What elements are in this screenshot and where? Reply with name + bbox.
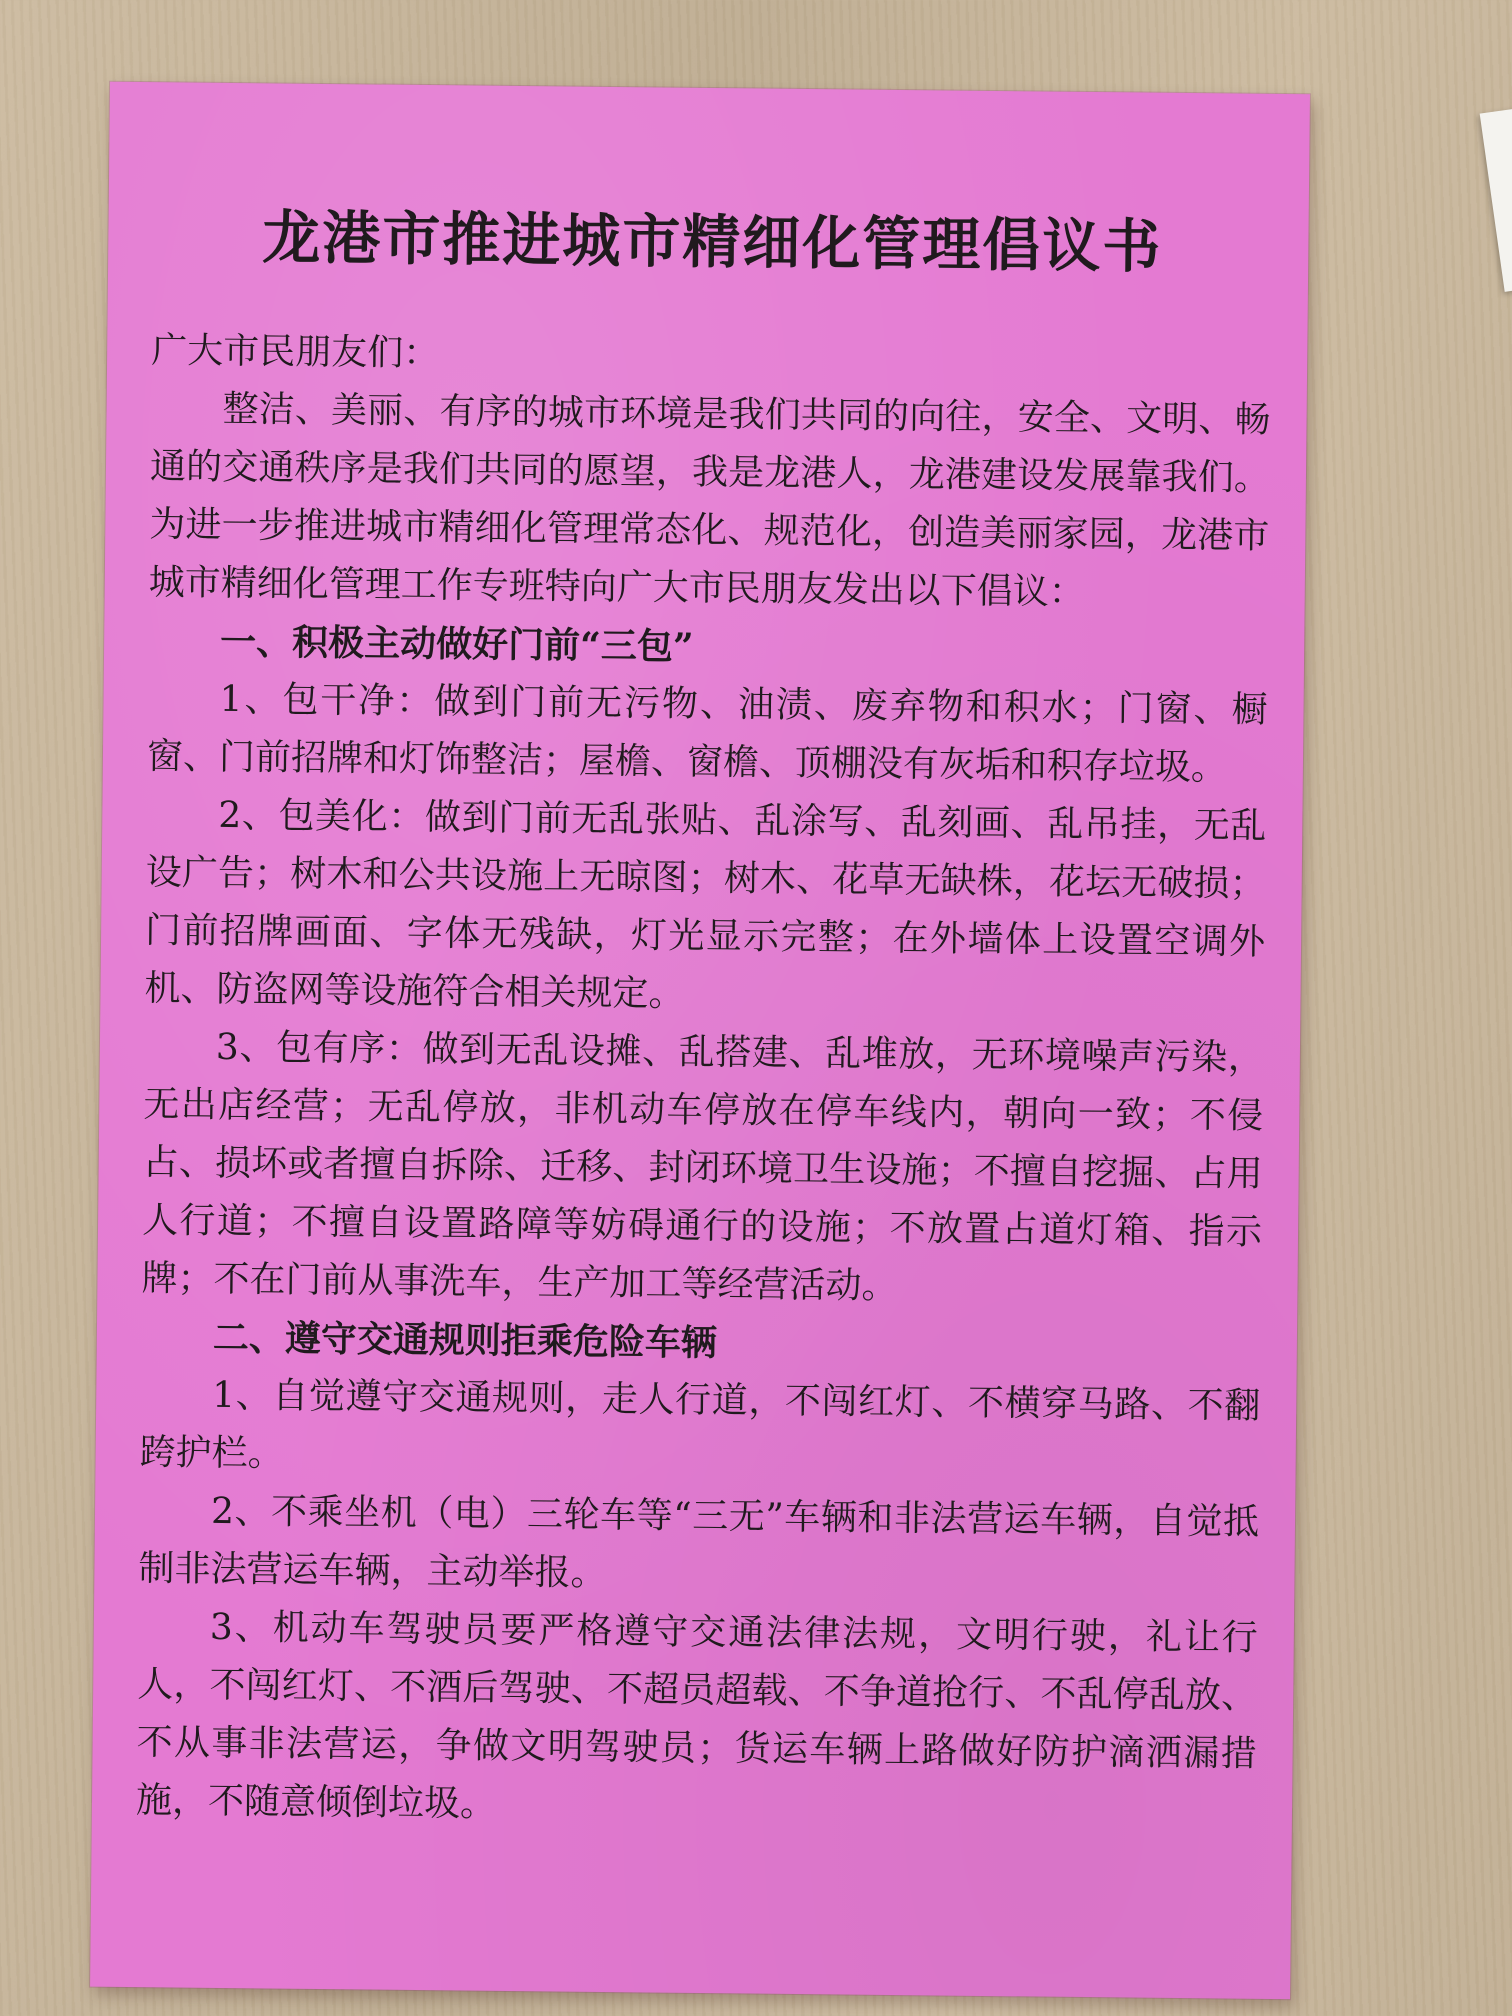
section2-item-drivers: 3、机动车驾驶员要严格遵守交通法律法规，文明行驶，礼让行人，不闯红灯、不酒后驾驶、不超员超载、不争道抢行、不乱停乱放、不从事非法营运，争做文明驾驶员；货运车辆上路做好防护滴洒漏措施，不随意倾倒垃圾。 xyxy=(135,1606,1259,1825)
document-title: 龙港市推进城市精细化管理倡议书 xyxy=(262,203,1163,281)
intro-paragraph: 整洁、美丽、有序的城市环境是我们共同的向往，安全、文明、畅通的交通秩序是我们共同的愿望，我是龙港人，龙港建设发展靠我们。为进一步推进城市精细化管理常态化、规范化，创造美丽家园，龙港市城市精细化管理工作专班特向广大市民朋友发出以下倡议： xyxy=(148,388,1271,613)
section1-item-beautify: 2、包美化：做到门前无乱张贴、乱涂写、乱刻画、乱吊挂，无乱设广告；树木和公共设施上无晾图；树木、花草无缺株，花坛无破损；门前招牌画面、字体无残缺，灯光显示完整；在外墙体上设置空调外机、防盗网等设施符合相关规定。 xyxy=(144,794,1267,1015)
proposal-sheet xyxy=(90,82,1310,1999)
background-paper-corner xyxy=(1480,108,1512,292)
section-heading-storefront: 一、积极主动做好门前“三包” xyxy=(219,620,694,668)
salutation: 广大市民朋友们： xyxy=(151,329,440,374)
section1-item-order: 3、包有序：做到无乱设摊、乱搭建、乱堆放，无环境噪声污染，无出店经营；无乱停放，非机动车停放在停车线内，朝向一致；不侵占、损坏或者擅自拆除、迁移、封闭环境卫生设施；不擅自挖掘、占用人行道；不擅自设置路障等妨碍通行的设施；不放置占道灯箱、指示牌；不在门前从事洗车，生产加工等经营活动。 xyxy=(141,1026,1265,1307)
section2-item-vehicles: 2、不乘坐机（电）三轮车等“三无”车辆和非法营运车辆，自觉抵制非法营运车辆，主动举报。 xyxy=(138,1490,1260,1594)
section-heading-traffic: 二、遵守交通规则拒乘危险车辆 xyxy=(212,1316,718,1364)
section2-item-rules: 1、自觉遵守交通规则，走人行道，不闯红灯、不横穿马路、不翻跨护栏。 xyxy=(139,1374,1261,1475)
section1-item-clean: 1、包干净：做到门前无污物、油渍、废弃物和积水；门窗、橱窗、门前招牌和灯饰整洁；屋檐、窗檐、顶棚没有灰垢和积存垃圾。 xyxy=(146,678,1268,789)
